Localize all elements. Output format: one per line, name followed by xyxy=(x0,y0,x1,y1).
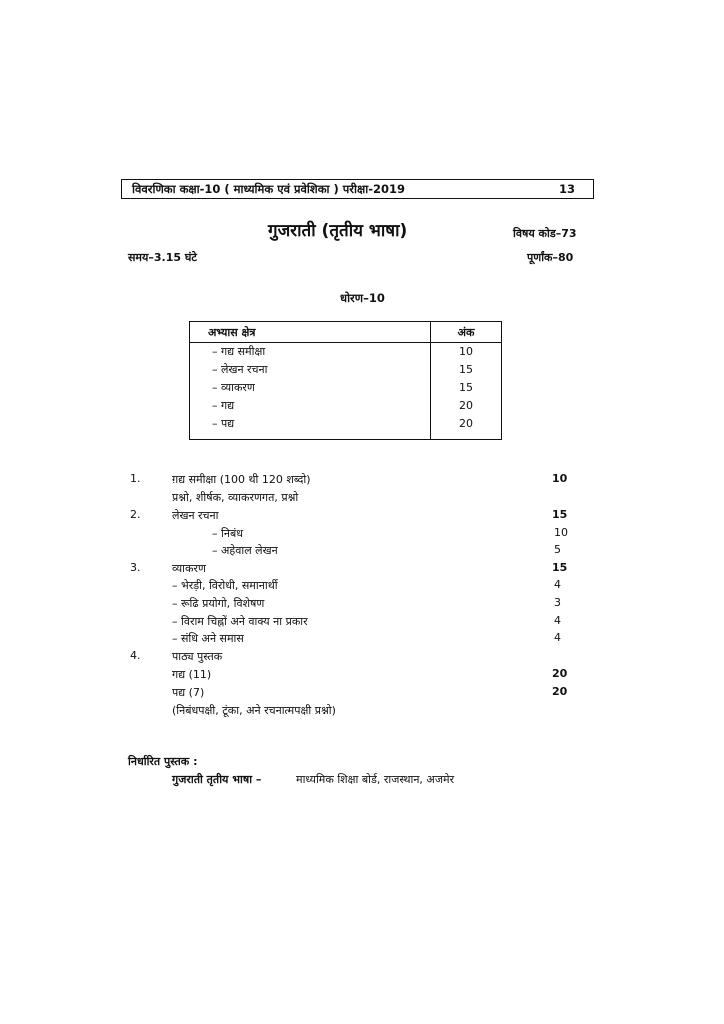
table-row xyxy=(190,361,502,379)
page-number: 13 xyxy=(558,182,575,196)
page-header xyxy=(121,179,594,199)
subsection-item: – भेरड़ी, विरोधी, समानार्थी xyxy=(172,579,278,592)
subsection-item: – निबंध xyxy=(212,527,243,540)
marks-cell: 15 xyxy=(431,361,502,379)
section-number: 1. xyxy=(130,472,141,485)
prescribed-book-title: गुजराती तृतीय भाषा – xyxy=(172,773,262,786)
section-title: पाठ्य पुस्तक xyxy=(172,650,223,663)
section-number: 4. xyxy=(130,649,141,662)
section-title: ग़द्य समीक्षा (100 थी 120 शब्दो) xyxy=(172,473,311,486)
area-cell: – गद्य xyxy=(212,399,235,412)
prescribed-book-label: निर्धारित पुस्तक : xyxy=(128,755,198,768)
page-title: गुजराती (तृतीय भाषा) xyxy=(268,221,408,241)
marks-cell: 10 xyxy=(431,343,502,362)
marks-cell: 20 xyxy=(431,415,502,440)
column-header-area: अभ्यास क्षेत्र xyxy=(190,322,431,343)
section-marks: 15 xyxy=(552,508,568,521)
section-note: (निबंधपक्षी, टूंका, अने रचनात्मपक्षी प्रश्नो) xyxy=(172,704,336,717)
section-description: प्रश्नो, शीर्षक, व्याकरणगत, प्रश्नो xyxy=(172,491,299,504)
table-row xyxy=(190,397,502,415)
subsection-marks: 4 xyxy=(554,578,561,591)
subsection-item: – रूढि प्रयोगो, विशेषण xyxy=(172,597,265,610)
subsection-item: पद्य (7) xyxy=(172,686,205,699)
area-cell: – व्याकरण xyxy=(212,381,255,394)
subsection-marks: 20 xyxy=(552,685,568,698)
subsection-marks: 3 xyxy=(554,596,561,609)
subsection-marks: 4 xyxy=(554,614,561,627)
table-row xyxy=(190,415,502,440)
prescribed-book-publisher: माध्यमिक शिक्षा बोर्ड, राजस्थान, अजमेर xyxy=(296,773,455,786)
section-marks: 10 xyxy=(552,472,568,485)
table-row xyxy=(190,379,502,397)
section-title: लेखन रचना xyxy=(172,509,219,522)
column-header-marks: अंक xyxy=(431,322,502,343)
time-duration: समय–3.15 घंटे xyxy=(128,251,197,264)
table-header-row xyxy=(190,322,502,343)
section-marks: 15 xyxy=(552,561,568,574)
area-cell: – लेखन रचना xyxy=(212,363,268,376)
subsection-item: – संधि अने समास xyxy=(172,632,244,645)
subject-code: विषय कोड–73 xyxy=(513,227,577,240)
section-number: 3. xyxy=(130,561,141,574)
subsection-item: गद्य (11) xyxy=(172,668,212,681)
marks-distribution-table xyxy=(189,321,502,440)
section-title: व्याकरण xyxy=(172,562,206,575)
subsection-marks: 10 xyxy=(554,526,568,539)
area-cell: – पद्य xyxy=(212,417,235,430)
section-number: 2. xyxy=(130,508,141,521)
subsection-item: – विराम चिह्नों अने वाक्य ना प्रकार xyxy=(172,615,308,628)
subsection-marks: 4 xyxy=(554,631,561,644)
marks-cell: 20 xyxy=(431,397,502,415)
marks-cell: 15 xyxy=(431,379,502,397)
class-label: धोरण–10 xyxy=(340,291,385,305)
full-marks: पूर्णांक–80 xyxy=(527,251,574,264)
area-cell: – गद्य समीक्षा xyxy=(212,345,266,358)
subsection-item: – अहेवाल लेखन xyxy=(212,544,278,557)
subsection-marks: 5 xyxy=(554,543,561,556)
subsection-marks: 20 xyxy=(552,667,568,680)
header-title: विवरणिका कक्षा-10 ( माध्यमिक एवं प्रवेशिका ) परीक्षा-2019 xyxy=(132,182,405,196)
table-row xyxy=(190,343,502,362)
